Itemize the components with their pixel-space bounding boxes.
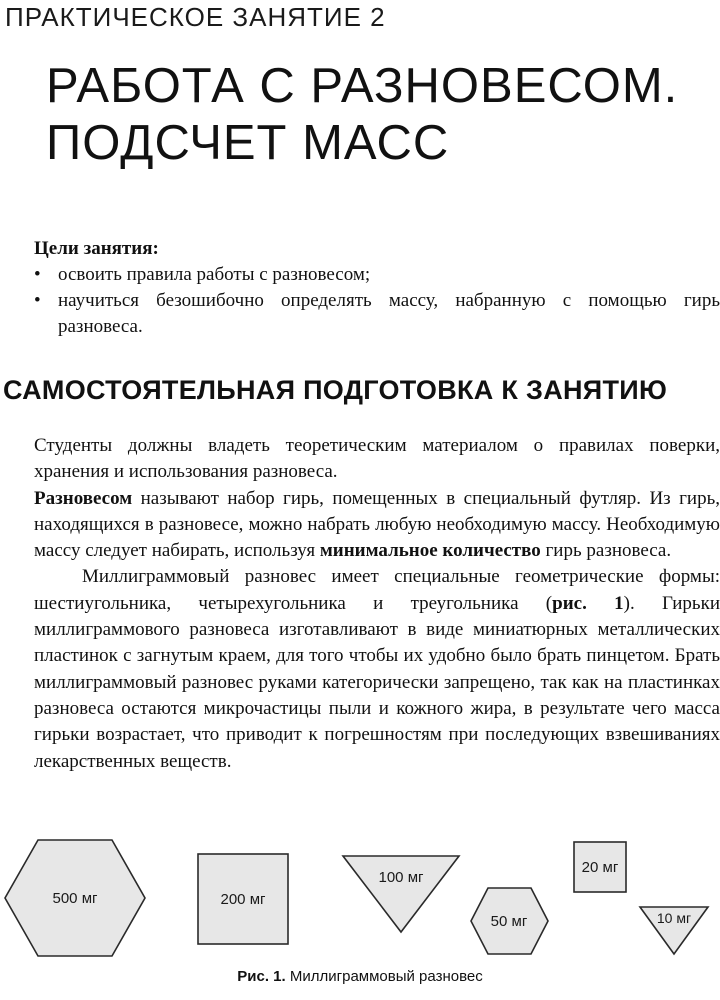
goals-list <box>34 262 720 340</box>
page-title-line-2: ПОДСЧЕТ МАСС <box>46 116 450 170</box>
figure-reference: рис. 1 <box>552 592 624 614</box>
body-text <box>34 433 720 775</box>
term-raznoves: Разновесом <box>34 487 133 509</box>
weights-diagram <box>0 830 720 970</box>
goals-heading: Цели занятия: <box>34 238 159 259</box>
paragraph-3-text-a: Миллиграммовый разновес имеет специальные геометрические формы: шестиугольника, четырехугольника и треугольника ( <box>34 566 720 614</box>
weight-50mg-label: 50 мг <box>490 913 528 930</box>
figure-weights <box>0 830 720 1000</box>
lesson-goals <box>34 236 720 340</box>
goals-list-item: • научиться безошибочно определять массу, набранную с помощью гирь разновеса. <box>34 288 720 340</box>
paragraph-1-text: Студенты должны владеть теоретическим материалом о правилах поверки, хранения и использования разновеса. <box>34 435 720 483</box>
weight-200mg-label: 200 мг <box>220 891 266 908</box>
paragraph-3-text-b: ). Гирьки миллиграммового разновеса изготавливают в виде миниатюрных металлических пластинок с загнутым краем, для того чтобы их удобно было брать пинцетом. Брать миллиграммовый разновес руками категорически запрещено, так как на пластинках разновеса остаются микрочастицы пыли и кожного жира, в результате чего масса гирьки возрастает, что приводит к погрешностям при последующих взвешиваниях лекарственных веществ. <box>34 592 720 772</box>
goals-list-item: • освоить правила работы с разновесом; <box>34 262 720 288</box>
weight-100mg-triangle <box>343 856 459 932</box>
page-title-line-1: РАБОТА С РАЗНОВЕСОМ. <box>46 59 679 113</box>
weight-10mg-label: 10 мг <box>656 910 692 926</box>
paragraph-2 <box>34 486 720 565</box>
section-heading: САМОСТОЯТЕЛЬНАЯ ПОДГОТОВКА К ЗАНЯТИЮ <box>3 375 668 405</box>
emphasis-min-count: минимальное количество <box>319 540 541 562</box>
figure-caption-ref: Рис. 1. <box>237 968 286 985</box>
paragraph-2-text-a: называют набор гирь, помещенных в специальный футляр. Из гирь, находящихся в разновесе, можно набрать любую необходимую массу. Необходимую массу следует набирать, используя <box>34 487 720 562</box>
weight-20mg-label: 20 мг <box>581 859 619 876</box>
figure-caption <box>0 968 720 985</box>
figure-caption-text: Миллиграммовый разновес <box>285 968 483 985</box>
weight-100mg-label: 100 мг <box>378 869 424 886</box>
chapter-kicker: ПРАКТИЧЕСКОЕ ЗАНЯТИЕ 2 <box>5 2 386 32</box>
weight-500mg-label: 500 мг <box>52 890 98 907</box>
paragraph-1 <box>34 433 720 486</box>
paragraph-3 <box>34 564 720 774</box>
paragraph-2-text-b: гирь разновеса. <box>540 540 672 562</box>
page-title <box>46 58 678 172</box>
